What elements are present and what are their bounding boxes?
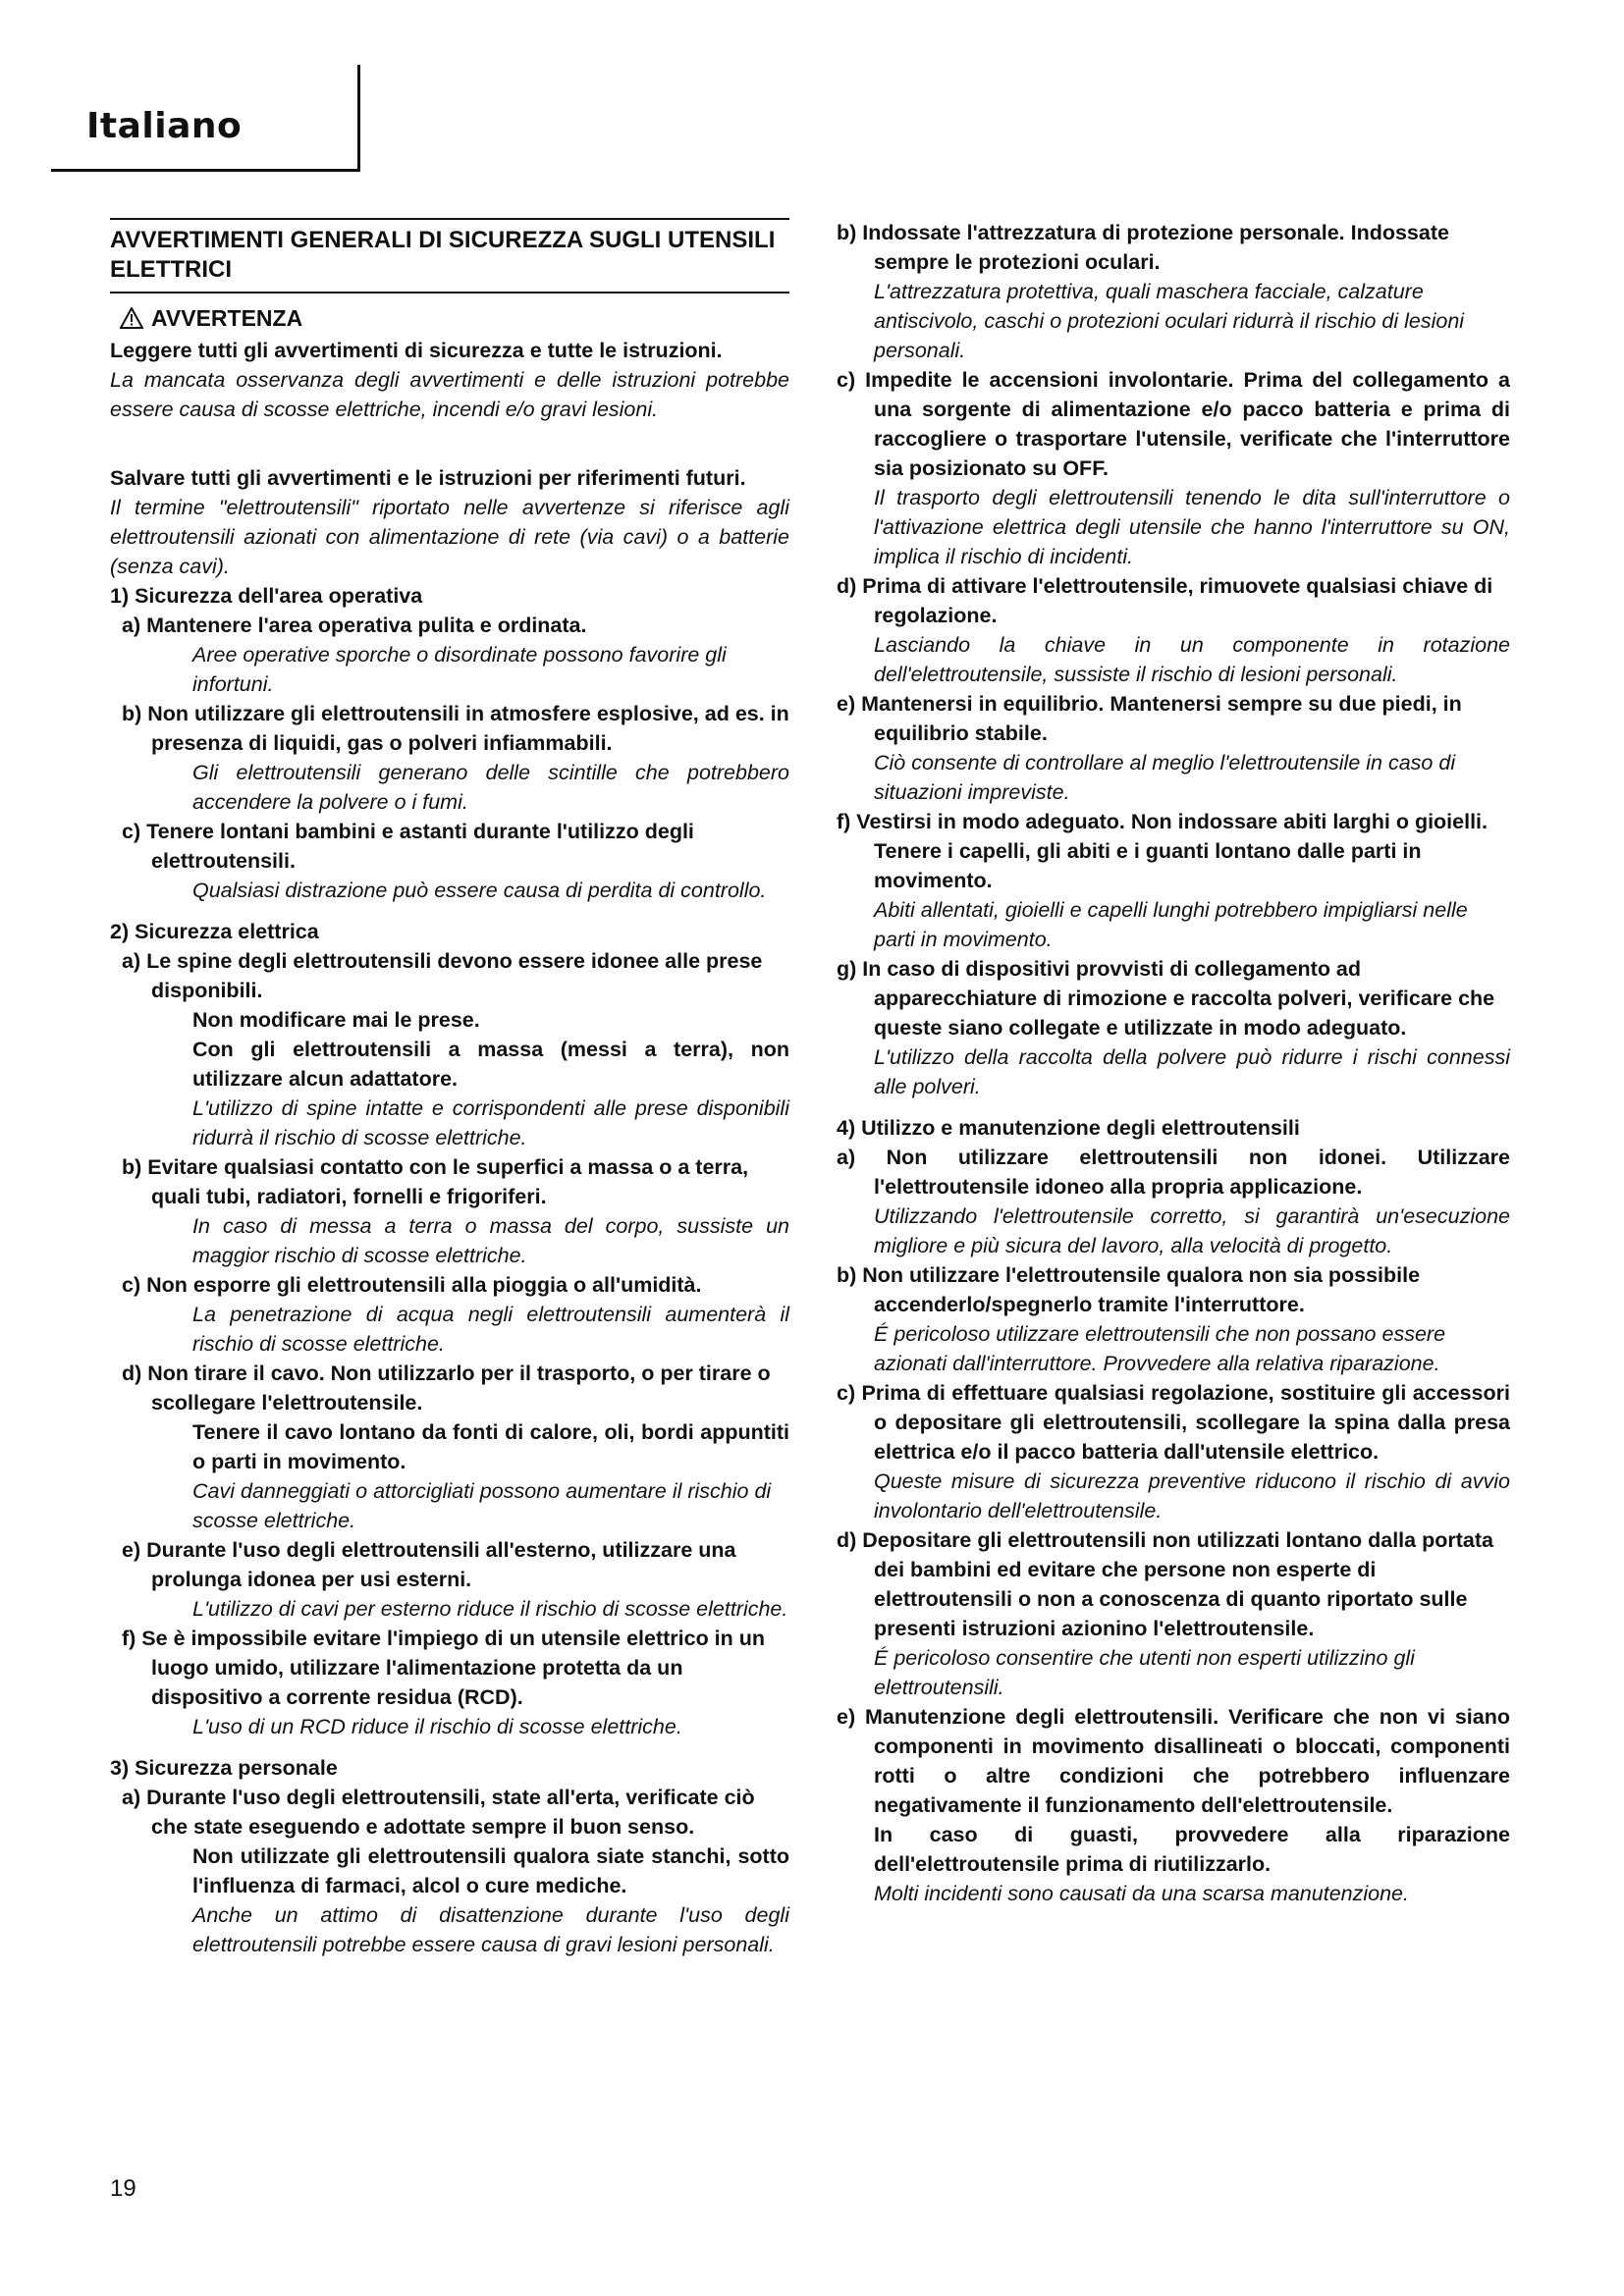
section-3-title: 3) Sicurezza personale [110,1756,338,1780]
s2f-bold: f) Se è impossibile evitare l'impiego di un utensile elettrico in un luogo umido, utilizzare l'alimentazione protetta da un dispositivo a corrente residua (RCD). [122,1627,766,1709]
section-2-title: 2) Sicurezza elettrica [110,920,319,943]
s4e-bold-2: In caso di guasti, provvedere alla riparazione dell'elettroutensile prima di riutilizzarlo. [874,1823,1510,1876]
s1a-italic: Aree operative sporche o disordinate possono favorire gli infortuni. [192,643,727,696]
right-column [837,218,1510,1908]
s2d-bold: d) Non tirare il cavo. Non utilizzarlo per il trasporto, o per tirare o scollegare l'elettroutensile. [122,1362,771,1415]
term-definition: Il termine "elettroutensili" riportato nelle avvertenze si riferisce agli elettroutensili azionati con alimentazione di rete (via cavi) o a batterie (senza cavi). [110,496,789,578]
s3a-bold: a) Durante l'uso degli elettroutensili, state all'erta, verificate ciò che state eseguendo e adottate sempre il buon senso. [122,1786,755,1839]
section-1-title: 1) Sicurezza dell'area operativa [110,584,423,608]
s2d-bold-2: Tenere il cavo lontano da fonti di calore, oli, bordi appuntiti o parti in movimento. [192,1420,789,1473]
s2b-italic: In caso di messa a terra o massa del corpo, sussiste un maggior rischio di scosse elettriche. [192,1214,789,1267]
s1c-bold: c) Tenere lontani bambini e astanti durante l'utilizzo degli elettroutensili. [122,820,694,873]
save-instructions: Salvare tutti gli avvertimenti e le istruzioni per riferimenti futuri. [110,466,746,490]
s2e-italic: L'utilizzo di cavi per esterno riduce il rischio di scosse elettriche. [192,1597,788,1621]
s4b-italic: É pericoloso utilizzare elettroutensili che non possano essere azionati dall'interruttore. Provvedere alla relativa riparazione. [874,1322,1446,1375]
s2a-bold-3: Con gli elettroutensili a massa (messi a terra), non utilizzare alcun adattatore. [192,1038,789,1091]
s3e-bold: e) Mantenersi in equilibrio. Mantenersi sempre su due piedi, in equilibrio stabile. [837,692,1462,745]
s1b-bold: b) Non utilizzare gli elettroutensili in atmosfere esplosive, ad es. in presenza di liquidi, gas o polveri infiammabili. [122,702,789,755]
s3a-bold-2: Non utilizzate gli elettroutensili qualora siate stanchi, sotto l'influenza di farmaci, alcol o cure mediche. [192,1844,789,1897]
s3c-italic: Il trasporto degli elettroutensili tenendo le dita sull'interruttore o l'attivazione elettrica degli utensile che hanno l'interruttore su ON, implica il rischio di incidenti. [874,486,1510,568]
section-4-title: 4) Utilizzo e manutenzione degli elettroutensili [837,1116,1300,1140]
s3g-italic: L'utilizzo della raccolta della polvere può ridurre i rischi connessi alle polveri. [874,1045,1510,1098]
s3a-italic: Anche un attimo di disattenzione durante l'uso degli elettroutensili potrebbe essere causa di gravi lesioni personali. [192,1903,789,1956]
s3b-italic: L'attrezzatura protettiva, quali maschera facciale, calzature antiscivolo, caschi o protezioni oculari ridurrà il rischio di lesioni personali. [874,280,1465,362]
s4e-italic: Molti incidenti sono causati da una scarsa manutenzione. [874,1882,1409,1905]
s4b-bold: b) Non utilizzare l'elettroutensile qualora non sia possibile accenderlo/spegnerlo tramite l'interruttore. [837,1263,1421,1316]
s2c-italic: La penetrazione di acqua negli elettroutensili aumenterà il rischio di scosse elettriche. [192,1303,789,1356]
s2a-italic: L'utilizzo di spine intatte e corrispondenti alle prese disponibili ridurrà il rischio di scosse elettriche. [192,1096,789,1149]
page-number: 19 [110,2175,136,2202]
s2c-bold: c) Non esporre gli elettroutensili alla pioggia o all'umidità. [122,1273,702,1297]
s2b-bold: b) Evitare qualsiasi contatto con le superfici a massa o a terra, quali tubi, radiatori, fornelli e frigoriferi. [122,1155,749,1208]
s2a-bold: a) Le spine degli elettroutensili devono essere idonee alle prese disponibili. [122,949,763,1002]
s3c-bold: c) Impedite le accensioni involontarie. Prima del collegamento a una sorgente di alimentazione e/o pacco batteria e prima di raccogliere o trasportare l'utensile, verificate che l'interruttore sia posizionato su OFF. [837,368,1510,480]
warning-triangle-icon [120,306,143,336]
s4d-italic: É pericoloso consentire che utenti non esperti utilizzino gli elettroutensili. [874,1646,1415,1699]
warning-bold: Leggere tutti gli avvertimenti di sicurezza e tutte le istruzioni. [110,339,723,362]
s4d-bold: d) Depositare gli elettroutensili non utilizzati lontano dalla portata dei bambini ed evitare che persone non esperte di elettroutensili o non a conoscenza di quanto riportato sulle presenti istruzioni azionino l'elettroutensile. [837,1528,1493,1640]
s1c-italic: Qualsiasi distrazione può essere causa di perdita di controllo. [192,879,767,902]
s1a-bold: a) Mantenere l'area operativa pulita e ordinata. [122,614,587,637]
s3b-bold: b) Indossate l'attrezzatura di protezione personale. Indossate sempre le protezioni oculari. [837,221,1449,274]
section-title: AVVERTIMENTI GENERALI DI SICUREZZA SUGLI UTENSILI ELETTRICI [110,218,789,294]
s4e-bold: e) Manutenzione degli elettroutensili. Verificare che non vi siano componenti in movimento disallineati o bloccati, componenti rotti o altre condizioni che potrebbero influenzare negativamente il funzionamento dell'elettroutensile. [837,1705,1510,1817]
s3d-italic: Lasciando la chiave in un componente in rotazione dell'elettroutensile, sussiste il rischio di lesioni personali. [874,633,1510,686]
s3g-bold: g) In caso di dispositivi provvisti di collegamento ad apparecchiature di rimozione e raccolta polveri, verificare che queste siano collegate e utilizzate in modo adeguato. [837,957,1495,1040]
warning-heading [110,303,789,336]
s2d-italic: Cavi danneggiati o attorcigliati possono aumentare il rischio di scosse elettriche. [192,1479,772,1532]
warning-label: AVVERTENZA [151,305,303,331]
s4a-bold: a) Non utilizzare elettroutensili non idonei. Utilizzare l'elettroutensile idoneo alla propria applicazione. [837,1146,1510,1199]
s2e-bold: e) Durante l'uso degli elettroutensili all'esterno, utilizzare una prolunga idonea per usi esterni. [122,1538,736,1591]
s3f-bold: f) Vestirsi in modo adeguato. Non indossare abiti larghi o gioielli. Tenere i capelli, gli abiti e i guanti lontano dalle parti in movimento. [837,810,1489,892]
s3f-italic: Abiti allentati, gioielli e capelli lunghi potrebbero impigliarsi nelle parti in movimento. [874,898,1468,951]
s3d-bold: d) Prima di attivare l'elettroutensile, rimuovete qualsiasi chiave di regolazione. [837,574,1493,627]
warning-italic: La mancata osservanza degli avvertimenti e delle istruzioni potrebbe essere causa di scosse elettriche, incendi e/o gravi lesioni. [110,368,789,421]
s2a-bold-2: Non modificare mai le prese. [192,1008,480,1032]
left-column [110,218,789,1959]
s1b-italic: Gli elettroutensili generano delle scintille che potrebbero accendere la polvere o i fumi. [192,761,789,814]
language-label: Italiano [86,106,243,146]
s4c-italic: Queste misure di sicurezza preventive riducono il rischio di avvio involontario dell'elettroutensile. [874,1469,1510,1522]
s4a-italic: Utilizzando l'elettroutensile corretto, si garantirà un'esecuzione migliore e più sicura del lavoro, alla velocità di progetto. [874,1204,1510,1257]
s3e-italic: Ciò consente di controllare al meglio l'elettroutensile in caso di situazioni impreviste. [874,751,1456,804]
s4c-bold: c) Prima di effettuare qualsiasi regolazione, sostituire gli accessori o depositare gli elettroutensili, scollegare la spina dalla presa elettrica e/o il pacco batteria dall'utensile elettrico. [837,1381,1510,1464]
s2f-italic: L'uso di un RCD riduce il rischio di scosse elettriche. [192,1715,682,1738]
